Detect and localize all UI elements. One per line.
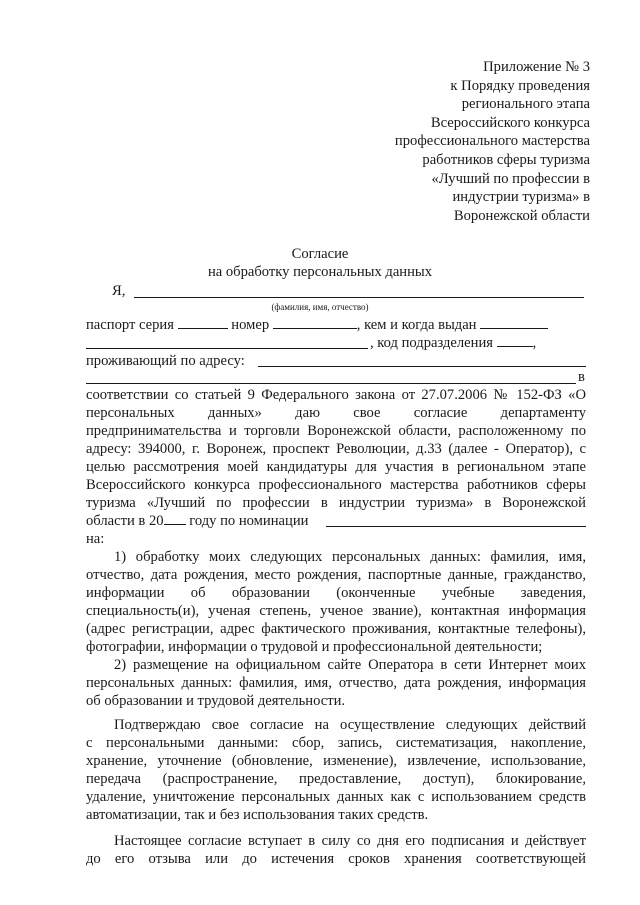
division-code-field[interactable] [497, 334, 533, 347]
text-line: об образовании и трудовой деятельности. [86, 693, 346, 709]
division-code-label: , код подразделения [370, 335, 493, 351]
issued-field[interactable] [86, 348, 368, 349]
text-line: 2) размещение на официальном сайте Оператора в сети Интернет моих [114, 657, 586, 673]
year-field[interactable] [164, 512, 186, 525]
nomination-label: году по номинации [189, 513, 309, 529]
fio-hint: (фамилия, имя, отчество) [271, 302, 369, 312]
text-line: предпринимательства и торговли Воронежской области, расположенному по [86, 423, 586, 439]
text-line: на: [86, 531, 105, 547]
appendix-line: Воронежской области [453, 207, 590, 224]
fio-field[interactable] [134, 297, 584, 298]
division-comma: , [532, 335, 537, 351]
appendix-line: профессионального мастерства [394, 133, 590, 150]
v-label: в [578, 369, 585, 385]
appendix-line: к Порядку проведения [450, 77, 590, 94]
text-line: фотографии, информации о трудовой и профессиональной деятельности; [86, 639, 543, 655]
text-line: Всероссийского конкурса профессионального мастерства работников сферы [86, 477, 586, 493]
appendix-line: индустрии туризма» в [452, 189, 590, 206]
text-line: с персональными данными: сбор, запись, систематизация, накопление, [86, 735, 586, 751]
text-line: Настоящее согласие вступает в силу со дня его подписания и действует [114, 833, 586, 849]
appendix-header [395, 58, 590, 225]
appendix-line: Всероссийского конкурса [430, 114, 590, 131]
appendix-line: Приложение № 3 [483, 59, 590, 75]
text-line: персональных данных: фамилия, имя, отчество, дата рождения, информация [86, 675, 586, 691]
document-title: Согласие [291, 246, 349, 262]
passport-line [86, 316, 586, 334]
text-line: целью рассмотрения моей кандидатуры для участия в региональном этапе [86, 459, 586, 475]
text-line: 1) обработку моих следующих персональных данных: фамилия, имя, [114, 549, 586, 565]
issued-label: , кем и когда выдан [356, 317, 477, 333]
issued-field-start[interactable] [480, 316, 548, 329]
address-label: проживающий по адресу: [86, 353, 245, 369]
nomination-line [86, 512, 586, 530]
text-line: персональных данных» даю свое согласие департаменту [86, 405, 586, 421]
text-line: туризма «Лучший по профессии в индустрии туризма» в Воронежской [86, 495, 586, 511]
text-line: автоматизации, так и без использования таких средств. [86, 807, 429, 823]
text-line: (адрес регистрации, адрес фактического проживания, контактные телефоны), [86, 621, 586, 637]
text-line: удаление, уничтожение персональных данных как с использованием средств [86, 789, 586, 805]
appendix-line: работников сферы туризма [422, 151, 590, 168]
text-line: отчество, дата рождения, место рождения, паспортные данные, гражданство, [86, 567, 586, 583]
text-line: до его отзыва или до истечения сроков хранения соответствующей [86, 851, 586, 867]
text-line: информации об образовании (оконченные учебные заведения, [86, 585, 586, 601]
address-field[interactable] [258, 366, 586, 367]
passport-series-label: паспорт серия [86, 317, 174, 333]
text-line: специальность(и), ученая степень, ученое звание), контактная информация [86, 603, 586, 619]
document-subtitle: на обработку персональных данных [207, 264, 433, 280]
ya-label: Я, [112, 283, 126, 299]
passport-number-field[interactable] [273, 316, 357, 329]
division-line [370, 334, 590, 352]
nomination-field[interactable] [326, 526, 586, 527]
address-field-2[interactable] [86, 383, 576, 384]
appendix-line: «Лучший по профессии в [431, 170, 590, 187]
text-line: адресу: 394000, г. Воронеж, проспект Революции, д.33 (далее - Оператор), с [86, 441, 586, 457]
text-line: передача (распространение, предоставление, доступ), блокирование, [86, 771, 586, 787]
passport-series-field[interactable] [178, 316, 228, 329]
passport-number-label: номер [231, 317, 270, 333]
text-line: Подтверждаю свое согласие на осуществление следующих действий [114, 717, 586, 733]
appendix-line: регионального этапа [461, 96, 590, 113]
text-line: соответствии со статьей 9 Федерального закона от 27.07.2006 № 152-ФЗ «О [86, 387, 586, 403]
year-label: области в 20 [86, 513, 164, 529]
text-line: хранение, уточнение (обновление, изменение), извлечение, использование, [86, 753, 586, 769]
